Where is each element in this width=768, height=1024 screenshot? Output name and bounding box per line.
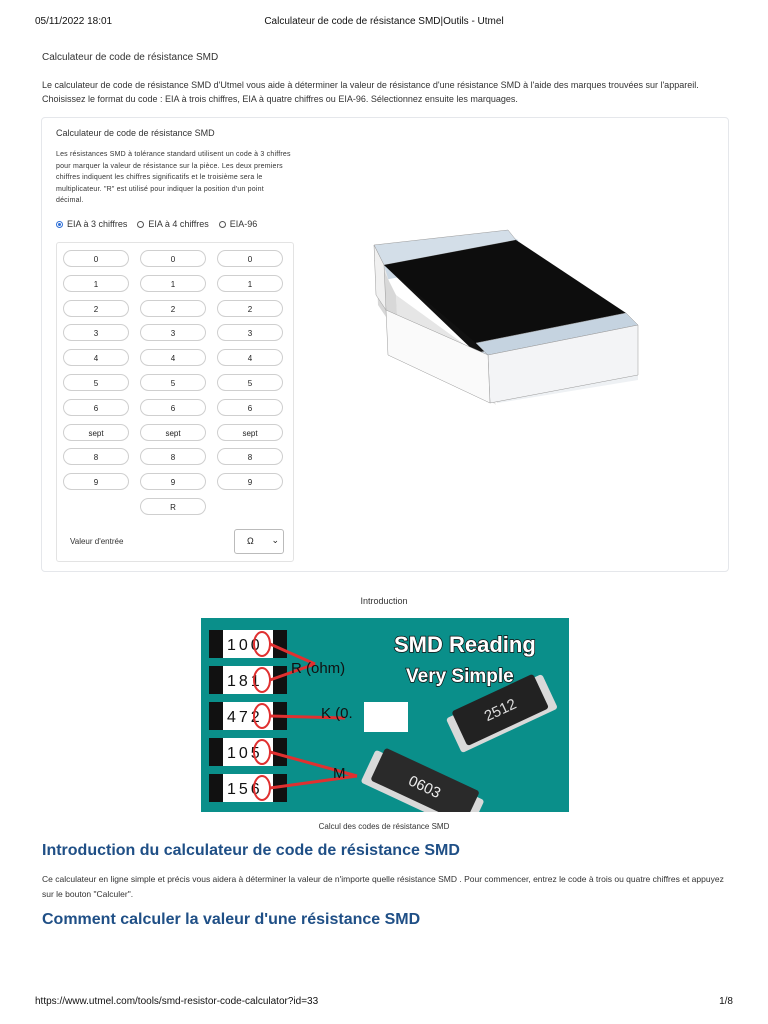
digit-button[interactable]: 2: [63, 300, 129, 317]
radio-selected-icon: [56, 221, 63, 228]
digit-button[interactable]: 5: [63, 374, 129, 391]
digit-button[interactable]: 6: [217, 399, 283, 416]
page-title: Calculateur de code de résistance SMD: [42, 52, 219, 63]
digit-button[interactable]: 6: [63, 399, 129, 416]
digit-button[interactable]: 3: [63, 324, 129, 341]
section-introduction: Introduction: [360, 596, 408, 606]
heading-intro: Introduction du calculateur de code de résistance SMD: [42, 842, 460, 859]
digit-button[interactable]: 6: [140, 399, 206, 416]
code-text: 472: [227, 709, 263, 726]
unit-r-label: R (ohm): [291, 660, 346, 677]
radio-eia-96[interactable]: EIA-96: [219, 219, 258, 229]
svg-text:0603: 0603: [405, 772, 444, 802]
smd-code-figure: [201, 618, 569, 812]
digit-button[interactable]: 1: [140, 275, 206, 292]
digit-button[interactable]: 1: [217, 275, 283, 292]
unit-select[interactable]: [234, 529, 284, 554]
smd-resistor-illustration: [356, 185, 656, 425]
radio-eia-3[interactable]: EIA à 3 chiffres: [56, 219, 127, 229]
unit-k-label: K (0.: [321, 705, 353, 722]
unit-value: Ω: [247, 536, 254, 546]
r-button[interactable]: R: [140, 498, 206, 515]
radio-empty-icon: [137, 221, 144, 228]
figure-caption: Calcul des codes de résistance SMD: [318, 822, 450, 831]
calculator-title: Calculateur de code de résistance SMD: [56, 128, 215, 138]
digit-button[interactable]: 0: [217, 250, 283, 267]
digit-button[interactable]: 4: [217, 349, 283, 366]
smd-code-diagram: [201, 618, 569, 812]
input-value-label: Valeur d'entrée: [70, 537, 124, 546]
digit-button[interactable]: 0: [63, 250, 129, 267]
intro-text: Ce calculateur en ligne simple et précis vous aidera à déterminer la valeur de n'importe quelle résistance SMD . Pour commencer, entrez le code à trois ou quatre chiffres et appuyez sur le bouton "Calculer".: [42, 874, 724, 899]
radio-eia-4[interactable]: EIA à 4 chiffres: [137, 219, 208, 229]
digit-button[interactable]: 2: [140, 300, 206, 317]
digit-button[interactable]: 0: [140, 250, 206, 267]
heading-how: Comment calculer la valeur d'une résistance SMD: [42, 911, 421, 928]
digit-button[interactable]: 1: [63, 275, 129, 292]
unit-m-label: M: [333, 765, 346, 782]
digit-button[interactable]: 8: [140, 448, 206, 465]
digit-button[interactable]: 9: [217, 473, 283, 490]
radio-empty-icon: [219, 221, 226, 228]
format-options: [56, 219, 257, 229]
digit-button[interactable]: 4: [140, 349, 206, 366]
intro-paragraph: Le calculateur de code de résistance SMD d'Utmel vous aide à déterminer la valeur de résistance d'une résistance SMD à l'aide des marques trouvées sur l'appareil. Choisissez le format du code : EIA à trois chiffres, EIA à quatre chiffres ou EIA-96. Sélectionnez ensuite les marquages.: [42, 80, 699, 104]
digit-button[interactable]: sept: [63, 424, 129, 441]
digit-button[interactable]: 5: [140, 374, 206, 391]
print-page-number: 1/8: [719, 996, 733, 1007]
print-header: [0, 10, 768, 30]
white-box: [364, 702, 408, 732]
digit-button[interactable]: 2: [217, 300, 283, 317]
print-url: https://www.utmel.com/tools/smd-resistor-code-calculator?id=33: [35, 996, 319, 1007]
banner-line-2: Very Simple: [406, 666, 514, 687]
chevron-down-icon: ⌄: [271, 535, 279, 545]
calculator-description: Les résistances SMD à tolérance standard utilisent un code à 3 chiffres pour marquer la valeur de résistance sur la pièce. Les deux premiers chiffres indiquent les chiffres significatifs et le troisième sera le multiplicateur. "R" est utilisé pour indiquer la position d'un point décimal.: [56, 151, 291, 204]
digit-button[interactable]: 9: [63, 473, 129, 490]
digit-button[interactable]: 5: [217, 374, 283, 391]
digit-button[interactable]: 8: [217, 448, 283, 465]
svg-text:2512: 2512: [481, 695, 520, 726]
digit-button[interactable]: 3: [217, 324, 283, 341]
digit-button[interactable]: sept: [140, 424, 206, 441]
banner-line-1: SMD Reading: [394, 632, 536, 657]
print-title: Calculateur de code de résistance SMD|Outils - Utmel: [264, 16, 504, 27]
digit-button[interactable]: 4: [63, 349, 129, 366]
code-text: 181: [227, 673, 263, 690]
print-datetime: 05/11/2022 18:01: [35, 16, 113, 27]
code-text: 100: [227, 637, 263, 654]
code-text: 156: [227, 781, 263, 798]
digit-button[interactable]: 3: [140, 324, 206, 341]
code-text: 105: [227, 745, 263, 762]
digit-button[interactable]: 8: [63, 448, 129, 465]
digit-button[interactable]: 9: [140, 473, 206, 490]
digit-button[interactable]: sept: [217, 424, 283, 441]
